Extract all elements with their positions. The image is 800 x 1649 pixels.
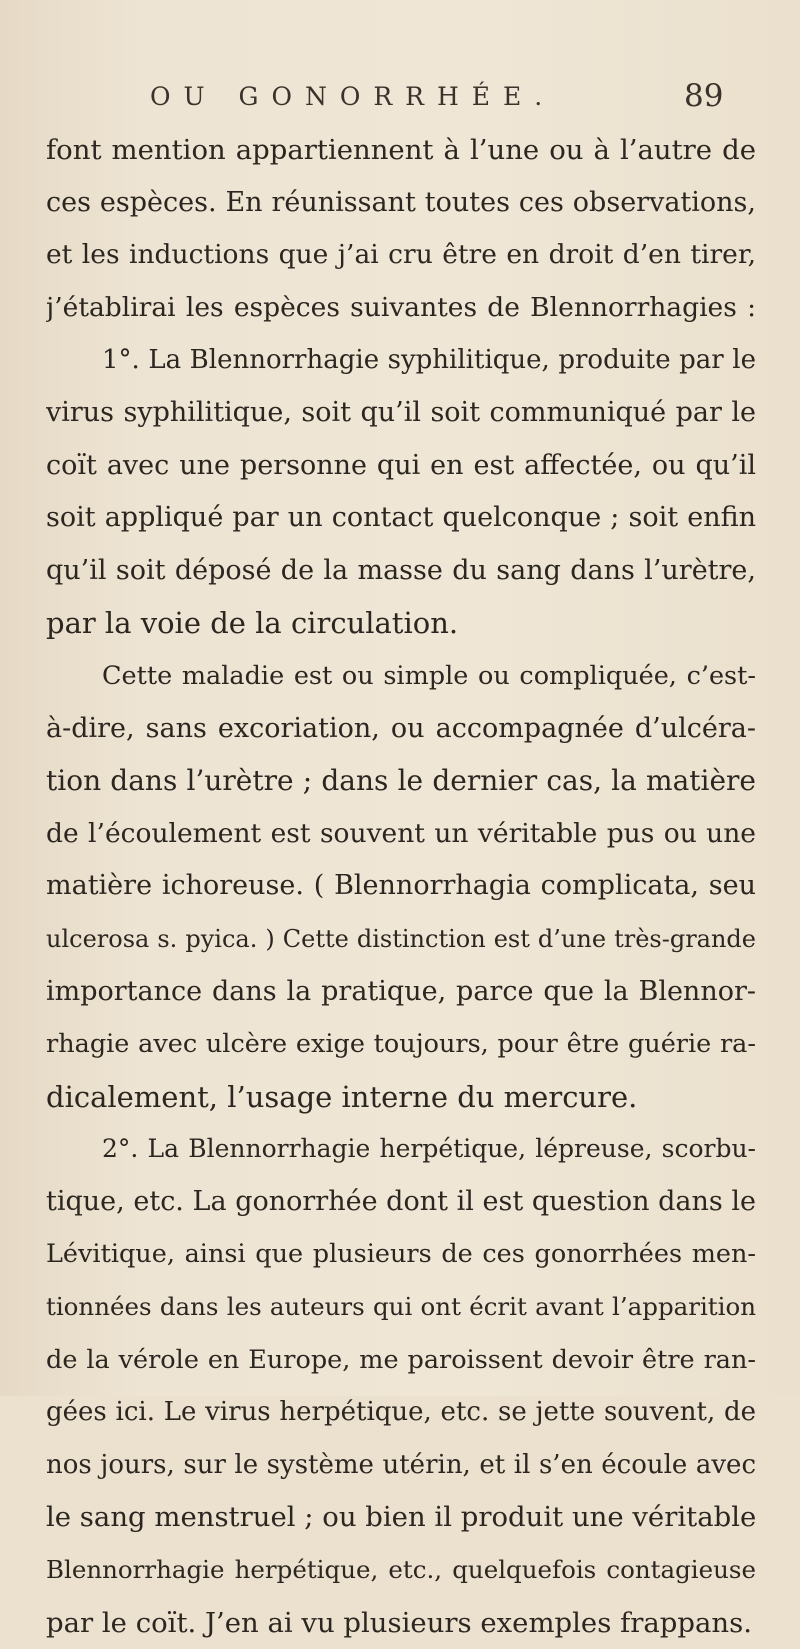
text-line: Lévitique, ainsi que plusieurs de ces gonorrhées men-: [46, 1239, 756, 1270]
page-header: [0, 78, 800, 118]
text-line: par le coït. J’en ai vu plusieurs exemples frappans.: [46, 1606, 752, 1639]
text-line: j’établirai les espèces suivantes de Blennorrhagies :: [46, 291, 756, 323]
text-line: de l’écoulement est souvent un véritable pus ou une: [46, 817, 756, 849]
running-title: OU GONORRHÉE.: [150, 82, 556, 111]
text-line: virus syphilitique, soit qu’il soit communiqué par le: [46, 396, 756, 428]
page-number: 89: [684, 78, 724, 114]
text-line: et les inductions que j’ai cru être en droit d’en tirer,: [46, 239, 756, 271]
text-line: coït avec une personne qui en est affectée, ou qu’il: [46, 449, 756, 481]
text-line: importance dans la pratique, parce que la Blennor-: [46, 975, 756, 1007]
text-line: tionnées dans les auteurs qui ont écrit avant l’apparition: [46, 1292, 756, 1322]
body-text: [46, 124, 756, 1649]
text-line: tique, etc. La gonorrhée dont il est question dans le: [46, 1185, 756, 1217]
text-line: qu’il soit déposé de la masse du sang dans l’urètre,: [46, 554, 756, 586]
text-line: Blennorrhagie herpétique, etc., quelquefois contagieuse: [46, 1555, 756, 1585]
text-line: le sang menstruel ; ou bien il produit une véritable: [46, 1501, 756, 1534]
text-line: matière ichoreuse. ( Blennorrhagia complicata, seu: [46, 870, 756, 902]
text-line: soit appliqué par un contact quelconque ; soit enfin: [46, 502, 756, 534]
text-line: à-dire, sans excoriation, ou accompagnée d’ulcéra-: [46, 712, 756, 744]
text-line: dicalement, l’usage interne du mercure.: [46, 1079, 638, 1114]
text-line: gées ici. Le virus herpétique, etc. se jette souvent, de: [46, 1397, 756, 1428]
text-line: par la voie de la circulation.: [46, 606, 459, 641]
text-line: rhagie avec ulcère exige toujours, pour être guérie ra-: [46, 1029, 756, 1060]
text-line: 1°. La Blennorrhagie syphilitique, produite par le: [102, 345, 756, 376]
text-line: tion dans l’urètre ; dans le dernier cas, la matière: [46, 764, 756, 798]
text-line: ulcerosa s. pyica. ) Cette distinction est d’une très-grande: [46, 924, 756, 953]
text-line: font mention appartiennent à l’une ou à l’autre de: [46, 134, 756, 166]
text-line: Cette maladie est ou simple ou compliquée, c’est-: [102, 660, 756, 691]
text-line: ces espèces. En réunissant toutes ces observations,: [46, 186, 756, 218]
text-line: 2°. La Blennorrhagie herpétique, lépreuse, scorbu-: [102, 1134, 756, 1164]
text-line: de la vérole en Europe, me paroissent devoir être ran-: [46, 1344, 756, 1375]
text-line: nos jours, sur le système utérin, et il s’en écoule avec: [46, 1449, 756, 1480]
